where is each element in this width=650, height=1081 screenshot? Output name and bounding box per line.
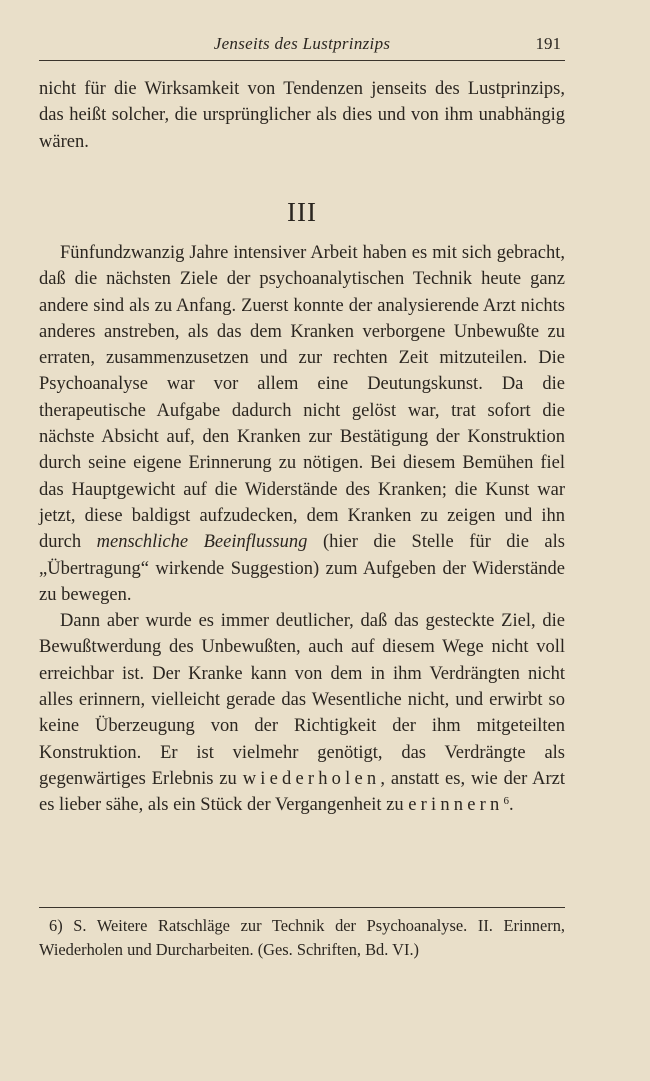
spaced-word: erinnern [408,795,504,816]
paragraph-text: . [508,795,514,816]
running-header [39,32,565,58]
paragraph [39,240,565,608]
footnote-rule [39,907,565,908]
intro-paragraph-block [39,76,565,155]
spaced-word: wiederholen [242,768,381,789]
header-rule [39,60,565,61]
running-title: Jenseits des Lustprinzips [213,34,391,53]
paragraph-text: Fünfundzwanzig Jahre intensiver Arbeit haben es mit sich gebracht, daß die nächsten Ziele der psychoanalytischen Technik heute ganz andere sind als zu Anfang. Zuerst konnte der analysierende Arzt nichts anderes anstreben, als das dem Kranken verborgene Unbewußte zu erraten, zusammenzusetzen und zur rechten Zeit mitzuteilen. Die Psychoanalyse war vor allem eine Deutungskunst. Da die therapeutische Aufgabe dadurch nicht gelöst war, trat sofort die nächste Absicht auf, den Kranken zur Bestätigung der Konstruktion durch seine eigene Erinnerung zu nötigen. Bei diesem Bemühen fiel das Hauptgewicht auf die Widerstände des Kranken; die Kunst war jetzt, diese baldigst aufzudecken, dem Kranken zu zeigen und ihn durch [39,243,565,553]
paragraph-text: (hier die Stelle für die als „Übertragung“ wirkende Suggestion) zum Aufgeben der Widerstände zu bewegen. [39,532,565,605]
paragraph [39,608,565,818]
footnote-text: 6) S. Weitere Ratschläge zur Technik der Psychoanalyse. II. Erinnern, Wiederholen und Durcharbeiten. (Ges. Schriften, Bd. VI.) [39,916,565,959]
paragraph-text: , anstatt es, wie der Arzt es lieber sähe, als ein Stück der Vergangenheit zu [39,768,565,816]
footnote [39,914,565,962]
italic-phrase: menschliche Beeinflussung [96,532,308,553]
intro-paragraph: nicht für die Wirksamkeit von Tendenzen jenseits des Lustprinzips, das heißt solcher, die ursprünglicher als dies und von ihm unabhängig wären. [39,79,565,152]
section-heading: III [287,197,317,227]
footnote-reference: 6 [503,795,509,808]
main-text [39,240,565,819]
page-number: 191 [535,34,561,53]
paragraph-text: Dann aber wurde es immer deutlicher, daß das gesteckte Ziel, die Bewußtwerdung des Unbewußten, auch auf diesem Wege nicht voll erreichbar ist. Der Kranke kann von dem in ihm Verdrängten nicht alles erinnern, vielleicht gerade das Wesentliche nicht, und erwirbt so keine Überzeugung von der Richtigkeit der ihm mitgeteilten Konstruktion. Er ist vielmehr genötigt, das Verdrängte als gegenwärtiges Erlebnis zu [39,611,565,789]
